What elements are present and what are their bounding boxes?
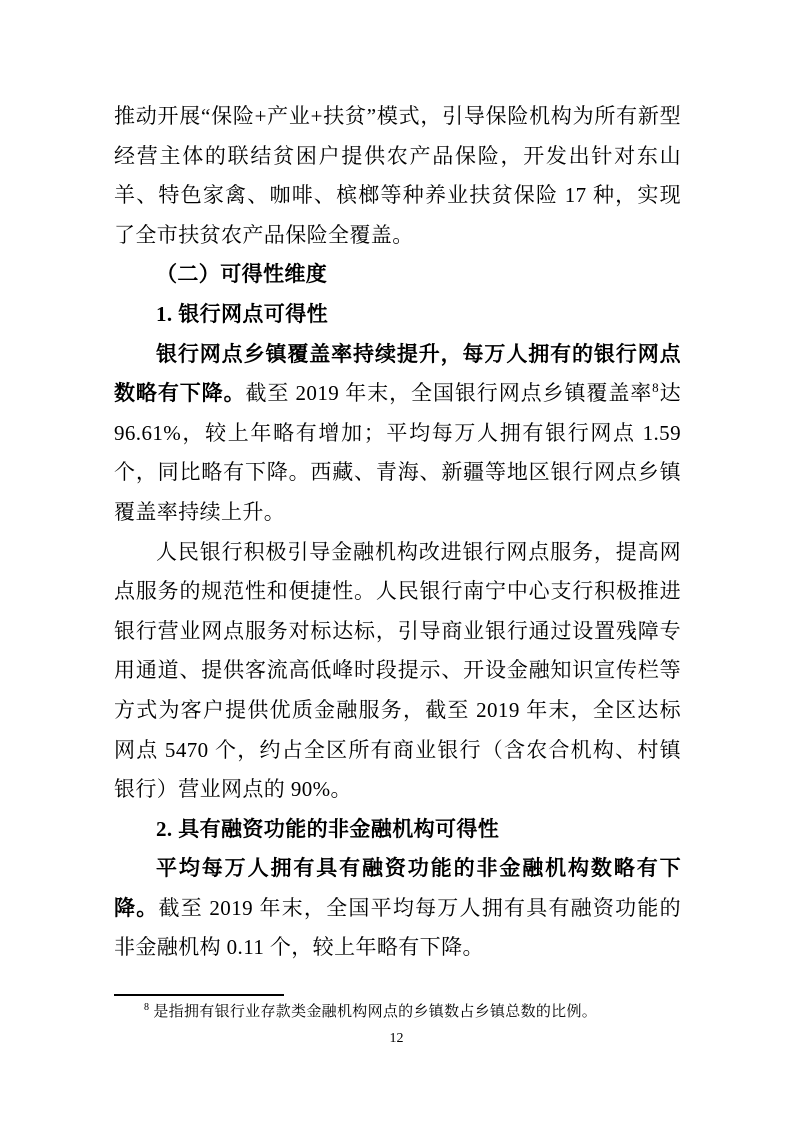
paragraph-regular-text: 达 96.61%，较上年略有增加；平均每万人拥有银行网点 1.59 个，同比略有下降。西藏、青海、新疆等地区银行网点乡镇覆盖率持续上升。 bbox=[114, 381, 681, 524]
footnote-block bbox=[114, 994, 681, 1023]
paragraph-regular-text: 截至 2019 年末，全国平均每万人拥有具有融资功能的非金融机构 0.11 个，较上年略有下降。 bbox=[114, 895, 681, 960]
paragraph-bank-outlet-coverage bbox=[114, 335, 681, 533]
heading-text: 2. 具有融资功能的非金融机构可得性 bbox=[156, 816, 500, 841]
footnote-divider bbox=[114, 994, 284, 996]
heading-text: 1. 银行网点可得性 bbox=[156, 301, 328, 326]
footnote-text: 是指拥有银行业存款类金融机构网点的乡镇数占乡镇总数的比例。 bbox=[149, 1004, 598, 1020]
page-number: 12 bbox=[389, 1031, 404, 1046]
paragraph-pboc-outlet-services bbox=[114, 533, 681, 810]
paragraph-nonfinancial-institution bbox=[114, 849, 681, 968]
heading-bank-outlet-availability bbox=[114, 295, 681, 335]
heading-nonfinancial-institution-availability bbox=[114, 810, 681, 850]
paragraph-regular-text: 截至 2019 年末，全国银行网点乡镇覆盖率 bbox=[245, 381, 653, 406]
paragraph-lead-bold: 银行网点乡镇覆盖率持续提升，每万人拥有的银行网点数略有下降。 bbox=[114, 341, 681, 406]
paragraph-text: 推动开展“保险+产业+扶贫”模式，引导保险机构为所有新型经营主体的联结贫困户提供农产品保险，开发出针对东山羊、特色家禽、咖啡、槟榔等种养业扶贫保险 17 种，实现了全市扶贫农产品保险全覆盖。 bbox=[114, 104, 681, 247]
footnote-reference-8: 8 bbox=[652, 380, 660, 396]
footnote-marker: 8 bbox=[144, 1002, 150, 1013]
heading-text: （二）可得性维度 bbox=[156, 262, 328, 287]
paragraph-lead-bold: 平均每万人拥有具有融资功能的非金融机构数略有下降。 bbox=[114, 856, 681, 920]
footnote bbox=[114, 1002, 681, 1023]
heading-availability-dimension bbox=[114, 255, 681, 295]
paragraph-poverty-insurance bbox=[114, 97, 681, 255]
paragraph-text: 人民银行积极引导金融机构改进银行网点服务，提高网点服务的规范性和便捷性。人民银行南宁中心支行积极推进银行营业网点服务对标达标，引导商业银行通过设置残障专用通道、提供客流高低峰时段提示、开设金融知识宣传栏等方式为客户提供优质金融服务，截至 2019 年末，全区达标网点 5470 个，约占全区所有商业银行（含农合机构、村镇银行）营业网点的 90%。 bbox=[114, 539, 681, 802]
document-body bbox=[114, 97, 681, 968]
